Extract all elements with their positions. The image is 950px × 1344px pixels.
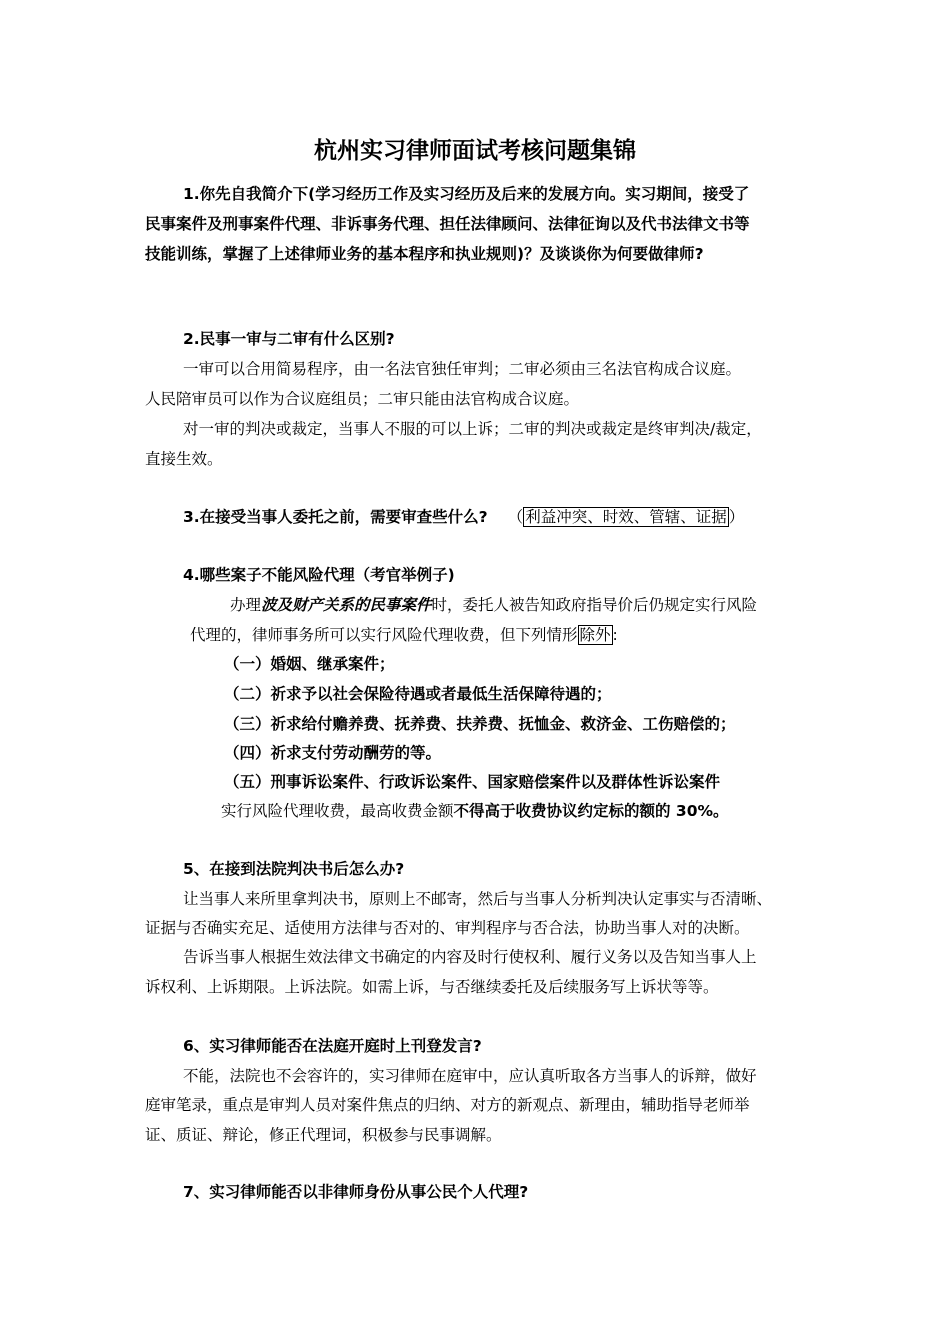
- q4-emphasis-text: 波及财产关系的民事案件: [261, 596, 432, 614]
- q6-question: 6、实习律师能否在法庭开庭时上刊登发言?: [183, 1037, 482, 1055]
- q5-question: 5、在接到法院判决书后怎么办?: [183, 860, 405, 878]
- q4-line-2-text-a: 代理的，律师事务所可以实行风险代理收费，但下列情形: [190, 626, 578, 644]
- q5-answer-line-2: 证据与否确实充足、适使用方法律与否对的、审判程序与否合法，协助当事人对的决断。: [145, 919, 750, 937]
- q5-answer-line-3: 告诉当事人根据生效法律文书确定的内容及时行使权利、履行义务以及告知当事人上: [183, 948, 757, 966]
- q3-answer-box: 利益冲突、时效、管辖、证据: [525, 508, 727, 526]
- q4-fee-line: [221, 800, 729, 822]
- q4-exception-box: 除外: [579, 626, 611, 644]
- q2-answer-line-3: 对一审的判决或裁定，当事人不服的可以上诉；二审的判决或裁定是终审判决/裁定，: [183, 420, 762, 438]
- q2-answer-line-2: 人民陪审员可以作为合议庭组员；二审只能由法官构成合议庭。: [145, 390, 580, 408]
- q7-question: 7、实习律师能否以非律师身份从事公民个人代理?: [183, 1183, 529, 1201]
- q5-answer-line-4: 诉权利、上诉期限。上诉法院。如需上诉，与否继续委托及后续服务写上诉状等等。: [145, 978, 719, 996]
- q1-line-1: 1.你先自我简介下(学习经历工作及实习经历及后来的发展方向。实习期间，接受了: [183, 185, 750, 203]
- q1-line-3: 技能训练，掌握了上述律师业务的基本程序和执业规则)？及谈谈你为何要做律师?: [145, 245, 704, 263]
- q4-line-1-text-a: 办理: [230, 596, 262, 614]
- q4-question: 4.哪些案子不能风险代理（考官举例子): [183, 566, 455, 584]
- q4-line-2-colon: :: [612, 626, 618, 644]
- document-title: 杭州实习律师面试考核问题集锦: [314, 138, 636, 164]
- q6-answer-line-1: 不能，法院也不会容许的，实习律师在庭审中，应认真听取各方当事人的诉辩，做好: [183, 1067, 757, 1085]
- q4-item-1: （一）婚姻、继承案件；: [224, 655, 395, 673]
- q2-answer-line-4: 直接生效。: [145, 450, 223, 468]
- q4-line-2: [190, 624, 618, 646]
- q4-item-4: （四）祈求支付劳动酬劳的等。: [224, 744, 442, 762]
- q4-fee-text: 实行风险代理收费，最高收费金额: [221, 802, 454, 820]
- q2-answer-line-1: 一审可以合用简易程序，由一名法官独任审判；二审必须由三名法官构成合议庭。: [183, 360, 742, 378]
- q3-line: [183, 506, 744, 528]
- q1-line-2: 民事案件及刑事案件代理、非诉事务代理、担任法律顾问、法律征询以及代书法律文书等: [145, 215, 750, 233]
- q3-open-paren: （: [507, 508, 524, 526]
- q4-item-3: （三）祈求给付赡养费、抚养费、扶养费、抚恤金、救济金、工伤赔偿的；: [224, 715, 736, 733]
- q2-question: 2.民事一审与二审有什么区别?: [183, 330, 395, 348]
- q6-answer-line-2: 庭审笔录，重点是审判人员对案件焦点的归纳、对方的新观点、新理由，辅助指导老师举: [145, 1096, 750, 1114]
- q4-line-1-text-c: 时，委托人被告知政府指导价后仍规定实行风险: [431, 596, 758, 614]
- q4-item-2: （二）祈求予以社会保险待遇或者最低生活保障待遇的；: [224, 685, 612, 703]
- q4-fee-limit: 不得高于收费协议约定标的额的 30%。: [453, 802, 729, 820]
- q3-question: 3.在接受当事人委托之前，需要审查些什么?: [183, 508, 488, 526]
- q4-line-1: [230, 594, 757, 616]
- q4-item-5: （五）刑事诉讼案件、行政诉讼案件、国家赔偿案件以及群体性诉讼案件: [224, 773, 721, 791]
- q5-answer-line-1: 让当事人来所里拿判决书，原则上不邮寄，然后与当事人分析判决认定事实与否清晰、: [183, 890, 773, 908]
- q3-close-paren: ）: [728, 508, 745, 526]
- q6-answer-line-3: 证、质证、辩论，修正代理词，积极参与民事调解。: [145, 1126, 502, 1144]
